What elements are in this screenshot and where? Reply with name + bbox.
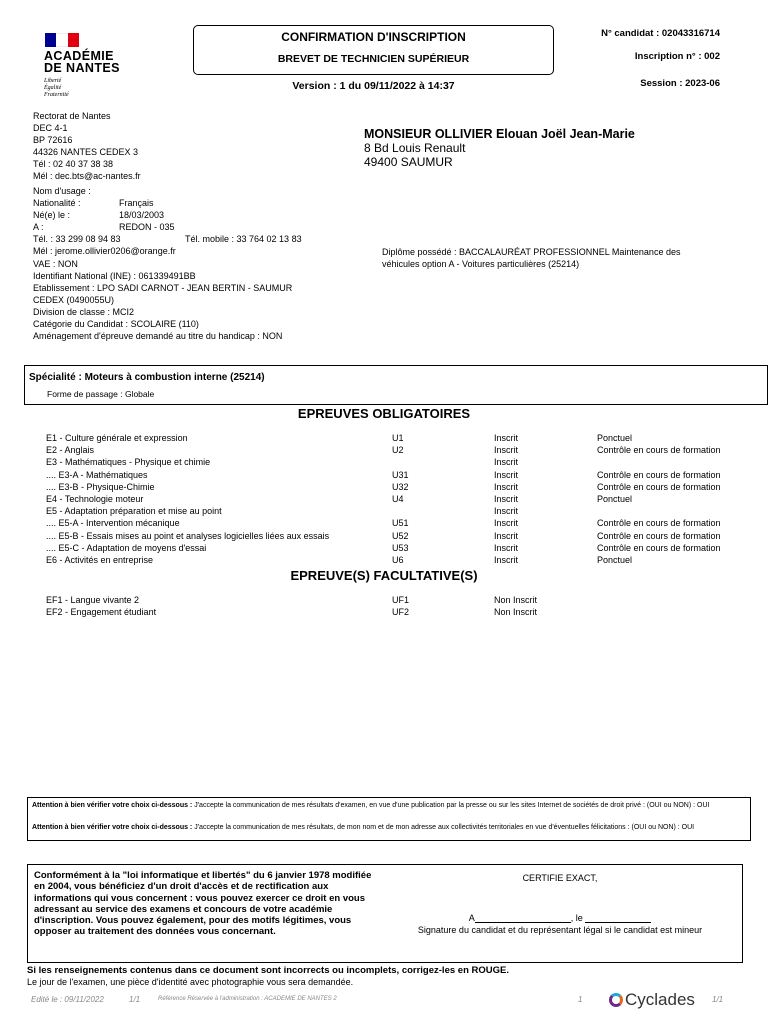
epreuve-mode: Contrôle en cours de formation: [597, 518, 721, 529]
epreuve-mode: Ponctuel: [597, 494, 633, 504]
epreuve-name: E4 - Technologie moteur: [46, 494, 144, 504]
id-note: Le jour de l'examen, une pièce d'identité avec photographie vous sera demandée.: [27, 977, 354, 987]
epreuve-status: Inscrit: [494, 555, 519, 565]
logo-motto: [44, 78, 120, 99]
rectorat-line: Tél : 02 40 37 38 38: [33, 159, 114, 170]
candidate-name: MONSIEUR OLLIVIER Elouan Joël Jean-Marie: [364, 127, 635, 141]
academie-logo: [44, 33, 120, 99]
consent-box: [27, 797, 751, 841]
epreuve-code: UF2: [392, 607, 410, 618]
epreuve-code: U4: [392, 494, 404, 504]
info-lieu: [33, 221, 292, 233]
epreuve-code: U52: [392, 530, 409, 541]
epreuve-status: Inscrit: [494, 469, 519, 480]
diplome-line2: véhicules option A - Voitures particulières (25214): [382, 259, 580, 269]
candidate-number: N° candidat : 02043316714: [601, 28, 720, 39]
naissance-value: 18/03/2003: [119, 210, 165, 221]
info-vae: VAE : NON: [33, 258, 78, 269]
epreuve-name: E5 - Adaptation préparation et mise au point: [46, 506, 222, 517]
footer-edited: Edité le : 09/11/2022: [31, 995, 104, 1004]
epreuve-code: U2: [392, 445, 404, 456]
inscription-number: Inscription n° : 002: [634, 51, 720, 62]
footer-page-right: 1/1: [712, 995, 724, 1004]
specialite-box: [24, 365, 768, 405]
epreuve-status: Inscrit: [494, 445, 519, 456]
specialite-title: Spécialité : Moteurs à combustion interne (25214): [29, 372, 265, 383]
epreuve-status: Inscrit: [494, 494, 519, 504]
telephone: Tél. : 33 299 08 94 83: [33, 234, 121, 245]
logo-line2: DE NANTES: [44, 61, 120, 75]
consent-text: J'accepte la communication de mes résultats d'examen, en vue d'une publication par la presse ou sur les sites Internet de sociétés de droit privé : (OUI ou NON) : OUI: [194, 802, 710, 809]
epreuve-code: U32: [392, 481, 409, 492]
marianne-flag-icon: [45, 33, 79, 47]
epreuve-status: Non Inscrit: [494, 607, 538, 618]
place-field[interactable]: [475, 922, 571, 923]
diplome-possede: [382, 246, 680, 270]
epreuve-status: Inscrit: [494, 433, 519, 443]
telephone-mobile: Tél. mobile : 33 764 02 13 83: [185, 234, 302, 245]
epreuve-mode: Contrôle en cours de formation: [597, 481, 721, 492]
epreuve-name: .... E5-B - Essais mises au point et analyses logicielles liées aux essais: [46, 530, 330, 541]
epreuve-mode: Contrôle en cours de formation: [597, 542, 721, 553]
forme-passage: Forme de passage : Globale: [47, 389, 155, 399]
document-subtitle: BREVET DE TECHNICIEN SUPÉRIEUR: [277, 53, 470, 65]
epreuve-status: Inscrit: [494, 518, 519, 529]
certifie-exact: CERTIFIE EXACT,: [522, 873, 598, 883]
epreuve-code: U31: [392, 469, 409, 480]
title-box: [193, 25, 554, 75]
epreuve-name: EF1 - Langue vivante 2: [46, 595, 140, 605]
cnil-certification-box: [27, 864, 743, 963]
cyclades-brand: Cyclades: [625, 990, 695, 1009]
info-nom-usage: Nom d'usage :: [33, 186, 91, 196]
epreuve-status: Inscrit: [494, 506, 519, 517]
epreuve-mode: Contrôle en cours de formation: [597, 445, 721, 456]
motto-liberte: Liberté: [44, 78, 62, 84]
signature-caption: Signature du candidat et du représentant légal si le candidat est mineur: [417, 925, 703, 935]
version-line: Version : 1 du 09/11/2022 à 14:37: [292, 80, 455, 92]
nationalite-value: Français: [119, 198, 154, 209]
epreuve-code: U51: [392, 518, 409, 529]
rectorat-line: DEC 4-1: [33, 123, 68, 134]
candidate-info: [33, 185, 302, 342]
correction-note: Si les renseignements contenus dans ce document sont incorrects ou incomplets, corrigez-les en ROUGE.: [27, 965, 509, 976]
date-label: , le: [570, 913, 583, 923]
epreuve-name: E6 - Activités en entreprise: [46, 555, 154, 565]
epreuve-status: Inscrit: [494, 481, 519, 492]
info-etablissement-cont: CEDEX (0490055U): [33, 294, 115, 305]
consent-text: J'accepte la communication de mes résultats, de mon nom et de mon adresse aux collectivités territoriales en vue d'éventuelles félicitations : (OUI ou NON) : OUI: [194, 824, 695, 831]
footer-reference: Référence Réservée à l'administration : ACADEMIE DE NANTES 2: [158, 996, 337, 1002]
date-field[interactable]: [585, 922, 651, 923]
epreuves-obligatoires-title: EPREUVES OBLIGATOIRES: [297, 406, 471, 421]
nationalite-label: Nationalité :: [33, 198, 81, 209]
candidate-address2: 49400 SAUMUR: [364, 155, 453, 169]
info-mel: Mél : jerome.ollivier0206@orange.fr: [33, 246, 176, 257]
epreuve-mode: Ponctuel: [597, 433, 633, 443]
footer-page: 1/1: [129, 995, 141, 1004]
motto-egalite: Égalité: [44, 85, 62, 91]
logo-line1: ACADÉMIE: [44, 49, 114, 63]
info-nationalite: [33, 197, 292, 209]
candidate-address1: 8 Bd Louis Renault: [364, 141, 466, 155]
consent-presse: [32, 801, 746, 823]
signature-place-date: [388, 913, 732, 923]
info-division: Division de classe : MCI2: [33, 306, 135, 317]
epreuve-mode: Ponctuel: [597, 555, 633, 565]
session: Session : 2023-06: [640, 78, 720, 89]
rectorat-address: [33, 110, 141, 183]
footer-mid-page: 1: [578, 995, 583, 1004]
rectorat-line: Mél : dec.bts@ac-nantes.fr: [33, 171, 141, 182]
info-etablissement: Etablissement : LPO SADI CARNOT - JEAN BERTIN - SAUMUR: [33, 282, 293, 293]
document-title: CONFIRMATION D'INSCRIPTION: [281, 30, 466, 44]
cnil-notice: Conformément à la "loi informatique et libertés" du 6 janvier 1978 modifiée en 2004, vous bénéficiez d'un droit d'accès et de rectification aux informations qui vous concernent : vous pouvez exercer ce droit en vous adressant au service des examens et concours de votre académie d'inscription. Vous pouvez également, pour des motifs légitimes, vous opposer au traitement des données vous concernant.: [34, 870, 372, 938]
epreuve-name: EF2 - Engagement étudiant: [46, 607, 157, 618]
epreuve-mode: Contrôle en cours de formation: [597, 530, 721, 541]
info-categorie: Catégorie du Candidat : SCOLAIRE (110): [33, 319, 199, 330]
place-label: A: [468, 913, 475, 923]
diplome-line1: Diplôme possédé : BACCALAURÉAT PROFESSIONNEL Maintenance des: [382, 247, 681, 257]
rectorat-line: 44326 NANTES CEDEX 3: [33, 147, 139, 158]
info-ine: Identifiant National (INE) : 061339491BB: [33, 270, 196, 281]
info-telephones: [33, 233, 302, 245]
epreuve-name: E2 - Anglais: [46, 445, 95, 456]
epreuve-name: E3 - Mathématiques - Physique et chimie: [46, 457, 211, 468]
epreuve-status: Non Inscrit: [494, 595, 538, 605]
lieu-label: A :: [33, 222, 44, 233]
epreuve-mode: Contrôle en cours de formation: [597, 469, 721, 480]
cyclades-icon: [609, 993, 623, 1007]
consent-collectivites: [32, 823, 746, 845]
epreuve-status: Inscrit: [494, 542, 519, 553]
info-naissance: [33, 209, 292, 221]
epreuve-name: .... E5-C - Adaptation de moyens d'essai: [46, 542, 207, 553]
epreuve-code: UF1: [392, 595, 410, 605]
epreuve-status: Inscrit: [494, 530, 519, 541]
rectorat-line: Rectorat de Nantes: [33, 111, 111, 121]
motto-fraternite: Fraternité: [44, 92, 69, 98]
epreuve-name: E1 - Culture générale et expression: [46, 433, 188, 443]
epreuve-code: U6: [392, 555, 404, 565]
epreuve-name: .... E3-A - Mathématiques: [46, 469, 148, 480]
consent-lead: Attention à bien vérifier votre choix ci-dessous :: [32, 802, 193, 809]
cyclades-logo: [609, 990, 695, 1010]
epreuve-name: .... E5-A - Intervention mécanique: [46, 518, 180, 529]
lieu-value: REDON - 035: [119, 222, 175, 233]
epreuves-facultatives-title: EPREUVE(S) FACULTATIVE(S): [290, 568, 478, 583]
naissance-label: Né(e) le :: [33, 210, 71, 221]
info-handicap: Aménagement d'épreuve demandé au titre du handicap : NON: [33, 331, 283, 342]
epreuve-name: .... E3-B - Physique-Chimie: [46, 481, 155, 492]
rectorat-line: BP 72616: [33, 135, 73, 146]
consent-lead: Attention à bien vérifier votre choix ci-dessous :: [32, 824, 193, 831]
epreuve-code: U1: [392, 433, 404, 443]
epreuve-status: Inscrit: [494, 457, 519, 468]
epreuve-code: U53: [392, 542, 409, 553]
